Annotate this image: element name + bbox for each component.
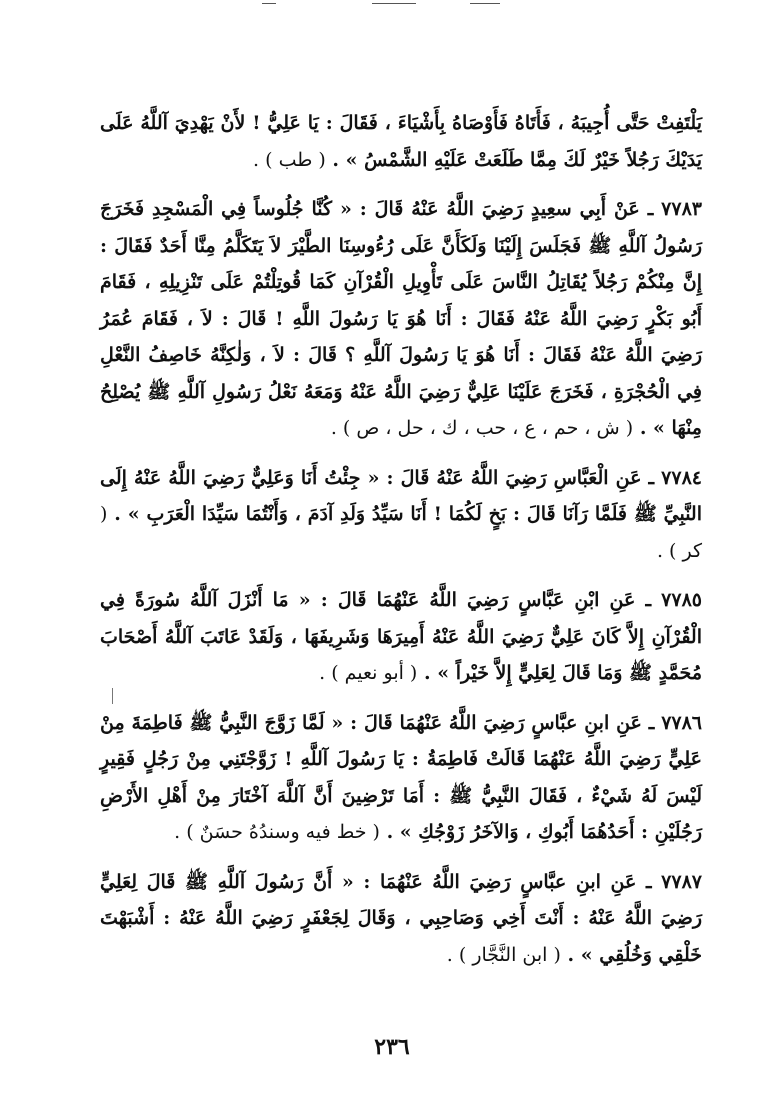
hadith-text: عَنِ ابنِ عبَّاسٍ رَضِيَ اللَّهُ عَنْهُمَا : « أَنَّ رَسُولَ آللَّهِ ﷺ قَالَ لِعَلِيٍّ رَضِيَ اللَّهُ عَنْهُ : أَنْتَ أَخِي وَصَاحِبِي ، وَقَالَ لِجَعْفَرٍ رَضِيَ اللَّهُ عَنْهُ : أَشْبَهْتَ خَلْقِي وَخُلُقِي » . [100, 870, 702, 966]
page-body [100, 105, 702, 986]
hadith-text: عَنِ ابْنِ عَبَّاسٍ رَضِيَ اللَّهُ عَنْهُمَا قَالَ : « مَا أَنْزَلَ آللَّهُ سُورَةً فِي الْقُرْآنِ إِلاَّ كَانَ عَلِيٌّ رَضِيَ اللَّهُ عَنْهُ أَمِيرَهَا وَشَرِيفَهَا ، وَلَقَدْ عَاتَبَ آللَّهُ أَصْحَابَ مُحَمَّدٍ ﷺ وَمَا قَالَ لِعَلِيٍّ إِلاَّ خَيْراً » . [100, 589, 702, 684]
paragraph-continuation [100, 105, 702, 178]
hadith-text: عَنِ الْعَبَّاسِ رَضِيَ اللَّهُ عَنْهُ قَالَ : « جِئْتُ أَنَا وَعَلِيٌّ رَضِيَ اللَّهُ عَنْهُ إِلَى النَّبِيِّ ﷺ فَلَمَّا رَآنَا قَالَ : بَخٍ لَكُمَا ! أَنَا سَيِّدُ وَلَدِ آدَمَ ، وَأَنْتُمَا سَيِّدَا الْعَرَبِ » . [100, 466, 702, 525]
hadith-reference: ( ش ، حم ، ع ، حب ، ك ، حل ، ص ) . [330, 417, 634, 439]
page-number: ٢٣٦ [374, 1034, 410, 1060]
hadith-reference: ( كر ) . [100, 503, 702, 562]
hadith-reference: ( خط فيه وسندُهُ حسَنٌ ) . [174, 821, 380, 843]
hadith-7787 [100, 864, 702, 974]
hadith-number: ٧٧٨٤ ـ [648, 466, 702, 489]
hadith-reference: ( أبو نعيم ) . [319, 662, 418, 684]
hadith-number: ٧٧٨٣ ـ [647, 198, 702, 220]
scan-top-marks [0, 0, 784, 10]
hadith-reference: ( طب ) . [253, 148, 326, 171]
hadith-text: عَنْ أَبِي سعِيدٍ رَضِيَ اللَّهُ عَنْهُ قَالَ : « كُنَّا جُلُوساً فِي الْمَسْجِدِ فَخَرَجَ رَسُولُ آللَّهِ ﷺ فَجَلَسَ إِلَيْنَا وَلَكَأَنَّ عَلَى رُءُوسِنَا الطَّيْرَ لاَ يَتَكَلَّمُ مِنَّا أَحَدٌ فَقَالَ : إِنَّ مِنْكُمْ رَجُلاً يُقَاتِلُ النَّاسَ عَلَى تَأْوِيلِ الْقُرْآنِ كَمَا قُوتِلْتُمْ عَلَى تَنْزِيلِهِ ، فَقَامَ أَبُو بَكْرٍ رَضِيَ اللَّهُ عَنْهُ فَقَالَ : أَنَا هُوَ يَا رَسُولَ اللَّهِ ! قَالَ : لاَ ، فَقَامَ عُمَرُ رَضِيَ اللَّهُ عَنْهُ فَقَالَ : أَنَا هُوَ يَا رَسُولَ آللَّهِ ؟ قَالَ : لاَ ، وَلٰكِنَّهُ خَاصِفُ النَّعْلِ فِي الْحُجْرَةِ ، فَخَرَجَ عَلَيْنَا عَلِيٌّ رَضِيَ اللَّهُ عَنْهُ وَمَعَهُ نَعْلُ رَسُولِ آللَّهِ ﷺ يُصْلِحُ مِنْهَا » . [100, 198, 702, 439]
hadith-7786 [100, 705, 702, 851]
hadith-text: يَلْتَفِتْ حَتَّى أُجِيبَهُ ، فَأَتَاهُ فَأَوْصَاهُ بِأَشْيَاءَ ، فَقَالَ : يَا عَلِيُّ ! لأَنْ يَهْدِيَ آللَّهُ عَلَى يَدَيْكَ رَجُلاً خَيْرٌ لَكَ مِمَّا طَلَعَتْ عَلَيْهِ الشَّمْسُ » . [100, 112, 702, 171]
hadith-number: ٧٧٨٦ ـ [648, 711, 703, 734]
hadith-7784 [100, 460, 702, 570]
hadith-number: ٧٧٨٥ ـ [645, 589, 702, 611]
hadith-7783 [100, 191, 702, 447]
hadith-reference: ( ابن النَّجَّار ) . [446, 943, 561, 966]
hadith-7785 [100, 582, 702, 692]
hadith-number: ٧٧٨٧ ـ [645, 870, 702, 893]
hadith-text: عَنِ ابنِ عبَّاسٍ رَضِيَ اللَّهُ عَنْهُمَا قَالَ : « لَمَّا زَوَّجَ النَّبِيُّ ﷺ فَاطِمَةَ مِنْ عَلِيٍّ رَضِيَ اللَّهُ عَنْهُمَا قَالَتْ فَاطِمَةُ : يَا رَسُولَ آللَّهِ ! زَوَّجْتَنِي مِنْ رَجُلٍ فَقِيرٍ لَيْسَ لَهُ شَيْءٌ ، فَقَالَ النَّبِيُّ ﷺ : أَمَا تَرْضِينَ أَنَّ آللَّهَ آخْتَارَ مِنْ أَهْلِ الأَرْضِ رَجُلَيْنِ : أَحَدُهُمَا أَبُوكِ ، وَالآخَرُ زَوْجُكِ » . [100, 711, 702, 843]
